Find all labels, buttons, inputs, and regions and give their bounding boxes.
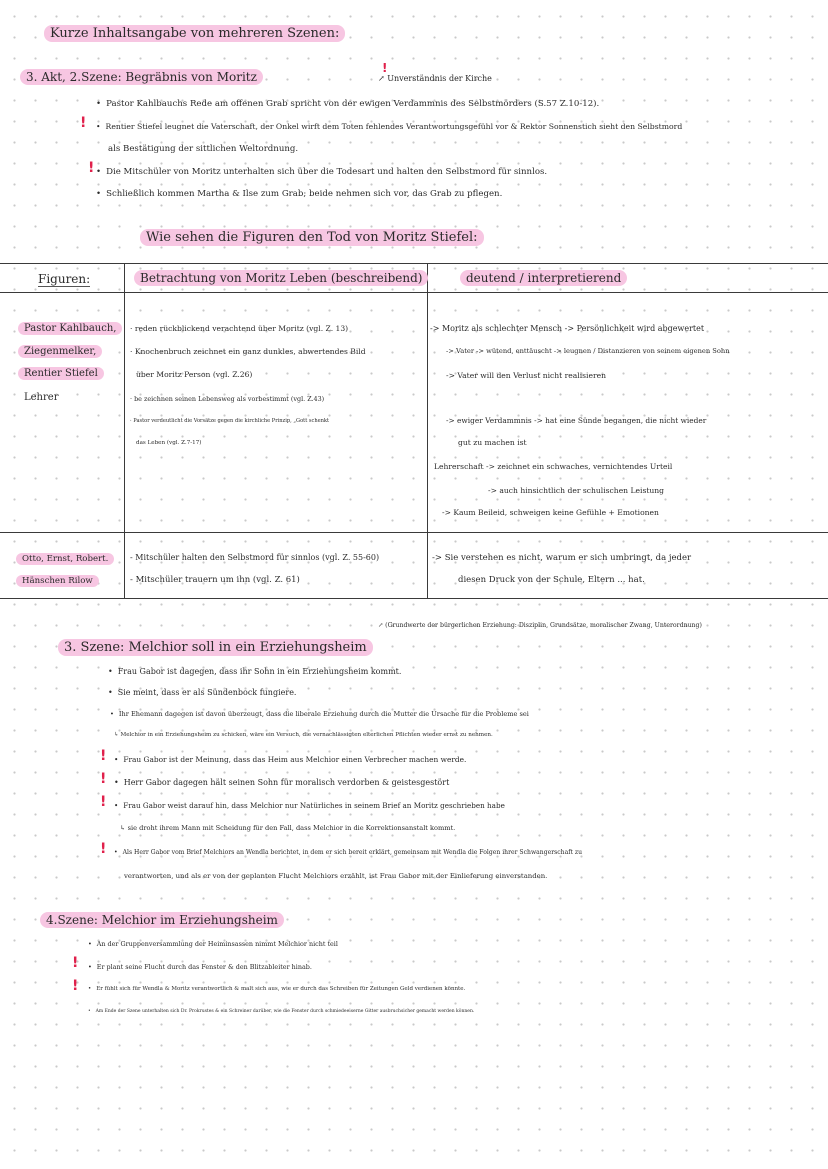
descriptive-text: - Mitschüler halten den Selbstmord für sinnlos (vgl. Z. 55-60) <box>130 553 380 562</box>
important-mark-icon: ! <box>72 978 79 994</box>
section2-annotation: ↗ (Grundwerte der bürgerlichen Erziehung: Disziplin, Grundsätze, moralischer Zwang, Unterordnung) <box>378 622 702 629</box>
table-header-descriptive: Betrachtung von Moritz Leben (beschreibend) <box>134 271 428 285</box>
section1-bullet-1: • Pastor Kahlbauchs Rede am offenen Grab spricht von der ewigen Verdammnis des Selbstmörders (S.57 Z.10-12). <box>96 99 599 109</box>
important-mark-icon: ! <box>72 955 79 971</box>
interpretive-text: -> Vater -> wütend, enttäuscht -> leugnen / Distanzieren von seinem eigenen Sohn <box>446 347 730 355</box>
descriptive-text: - Mitschüler trauern um ihn (vgl. Z. 61) <box>130 575 300 585</box>
section3-heading: 4.Szene: Melchior im Erziehungsheim <box>40 913 284 927</box>
figure-name: Ziegenmelker, <box>18 346 102 357</box>
section1-heading: 3. Akt, 2.Szene: Begräbnis von Moritz <box>20 70 263 84</box>
figure-name: Lehrer <box>24 392 59 403</box>
interpretive-text: gut zu machen ist <box>458 438 527 447</box>
section1-annotation: ↗ Unverständnis der Kirche <box>378 74 492 83</box>
section1-bullet-3: • Die Mitschüler von Moritz unterhalten sich über die Todesart und halten den Selbstmord für sinnlos. <box>96 167 547 177</box>
section2-bullet: • Als Herr Gabor vom Brief Melchiors an Wendla berichtet, in dem er sich bereit erklärt, gemeinsam mit Wendla die Folgen ihrer Schwangerschaft zu <box>114 849 582 856</box>
section3-bullet: • An der Gruppenversammlung der Heiminsassen nimmt Melchior nicht teil <box>88 940 338 948</box>
interpretive-text: -> Vater will den Verlust nicht realisieren <box>446 371 606 380</box>
figure-name: Rentier Stiefel <box>18 368 104 379</box>
interpretive-text: -> Moritz als schlechter Mensch -> Persönlichkeit wird abgewertet <box>430 324 705 333</box>
page-title: Kurze Inhaltsangabe von mehreren Szenen: <box>44 26 345 41</box>
figure-name: Hänschen Rilow <box>16 576 99 586</box>
table-header-interpretive: deutend / interpretierend <box>460 271 627 285</box>
section2-heading: 3. Szene: Melchior soll in ein Erziehungsheim <box>58 640 373 655</box>
descriptive-text: das Leben (vgl. Z.7-17) <box>136 440 202 446</box>
interpretive-text: -> ewiger Verdammnis -> hat eine Sünde begangen, die nicht wieder <box>446 416 707 425</box>
section2-bullet: • Frau Gabor ist der Meinung, dass das Heim aus Melchior einen Verbrecher machen werde. <box>114 755 466 764</box>
descriptive-text: · be zeichnen seinen Lebensweg als vorbestimmt (vgl. Z.43) <box>130 395 325 403</box>
interpretive-text: Lehrerschaft -> zeichnet ein schwaches, vernichtendes Urteil <box>434 462 673 471</box>
interpretive-text: -> auch hinsichtlich der schulischen Leistung <box>488 486 665 495</box>
important-mark-icon: ! <box>100 748 107 764</box>
interpretive-text: -> Sie verstehen es nicht, warum er sich umbringt, da jeder <box>432 553 692 563</box>
important-mark-icon: ! <box>100 841 107 857</box>
section3-bullet: • Am Ende der Szene unterhalten sich Dr. Prokrustes & ein Schreiner darüber, wie die Fenster durch schmiedeeiserne Gitter ausbruchsicher gemacht werden können. <box>88 1009 474 1014</box>
important-mark-icon: ! <box>100 794 107 810</box>
descriptive-text: über Moritz Person (vgl. Z.26) <box>136 370 253 379</box>
section2-bullet: • Frau Gabor weist darauf hin, dass Melchior nur Natürliches in seinem Brief an Moritz geschrieben habe <box>114 801 505 810</box>
figure-name: Otto, Ernst, Robert. <box>16 554 114 564</box>
section2-bullet: • Ihr Ehemann dagegen ist davon überzeugt, dass die liberale Erziehung durch die Mutter die Ursache für die Probleme sei <box>110 710 529 718</box>
section1-bullet-2: • Rentier Stiefel leugnet die Vaterschaft, der Onkel wirft dem Toten fehlendes Verantwortungsgefühl vor & Rektor Sonnenstich sieht den Selbstmord <box>96 122 682 131</box>
section2-bullet-continued: verantworten, und als er von der geplanten Flucht Melchiors erzählt, ist Frau Gabor mit der Einlieferung einverstanden. <box>124 872 548 880</box>
section1-bullet-4: • Schließlich kommen Martha & Ilse zum Grab; beide nehmen sich vor, das Grab zu pflegen. <box>96 189 502 199</box>
section3-bullet: • Er fühlt sich für Wendla & Moritz verantwortlich & malt sich aus, wie er durch das Schreiben für Zeitungen Geld verdienen könnte. <box>88 986 465 992</box>
section2-subpoint: ↳ sie droht ihrem Mann mit Scheidung für den Fall, dass Melchior in die Korrektionsanstalt kommt. <box>120 824 456 832</box>
descriptive-text: · Pastor verdeutlicht die Vorsätze gegen die kirchliche Prinzip, „Gott schenkt <box>130 418 330 424</box>
section2-bullet: • Frau Gabor ist dagegen, dass ihr Sohn in ein Erziehungsheim kommt. <box>108 667 401 676</box>
section2-bullet: • Herr Gabor dagegen hält seinen Sohn für moralisch verdorben & geistesgestört <box>114 778 449 787</box>
descriptive-text: · reden rückblickend verachtend über Moritz (vgl. Z. 13) <box>130 324 349 333</box>
table-header-figures: Figuren: <box>38 272 91 286</box>
interpretive-text: diesen Druck von der Schule, Eltern ... hat. <box>458 575 645 585</box>
figure-name: Pastor Kahlbauch, <box>18 323 122 334</box>
section2-subpoint: ↳ Melchior in ein Erziehungsheim zu schicken, wäre ein Versuch, die vernachlässigten elterlichen Pflichten wieder ernst zu nehmen. <box>114 732 493 738</box>
important-mark-icon: ! <box>100 771 107 787</box>
section1-bullet-2-continued: als Bestätigung der sittlichen Weltordnung. <box>108 144 299 154</box>
section1-subheading: Wie sehen die Figuren den Tod von Moritz Stiefel: <box>140 230 484 245</box>
table-col-divider-2 <box>427 263 428 598</box>
table-bottom-border <box>0 598 828 599</box>
annotation-exclamation-icon: ! <box>382 61 388 75</box>
section3-bullet: • Er plant seine Flucht durch das Fenster & den Blitzableiter hinab. <box>88 963 312 971</box>
interpretive-text: -> Kaum Beileid, schweigen keine Gefühle + Emotionen <box>442 508 659 517</box>
descriptive-text: · Knochenbruch zeichnet ein ganz dunkles, abwertendes Bild <box>130 347 366 356</box>
table-col-divider-1 <box>124 263 125 598</box>
important-mark-icon: ! <box>88 160 95 176</box>
important-mark-icon: ! <box>80 115 87 131</box>
section2-bullet: • Sie meint, dass er als Sündenbock fungiere. <box>108 688 296 697</box>
